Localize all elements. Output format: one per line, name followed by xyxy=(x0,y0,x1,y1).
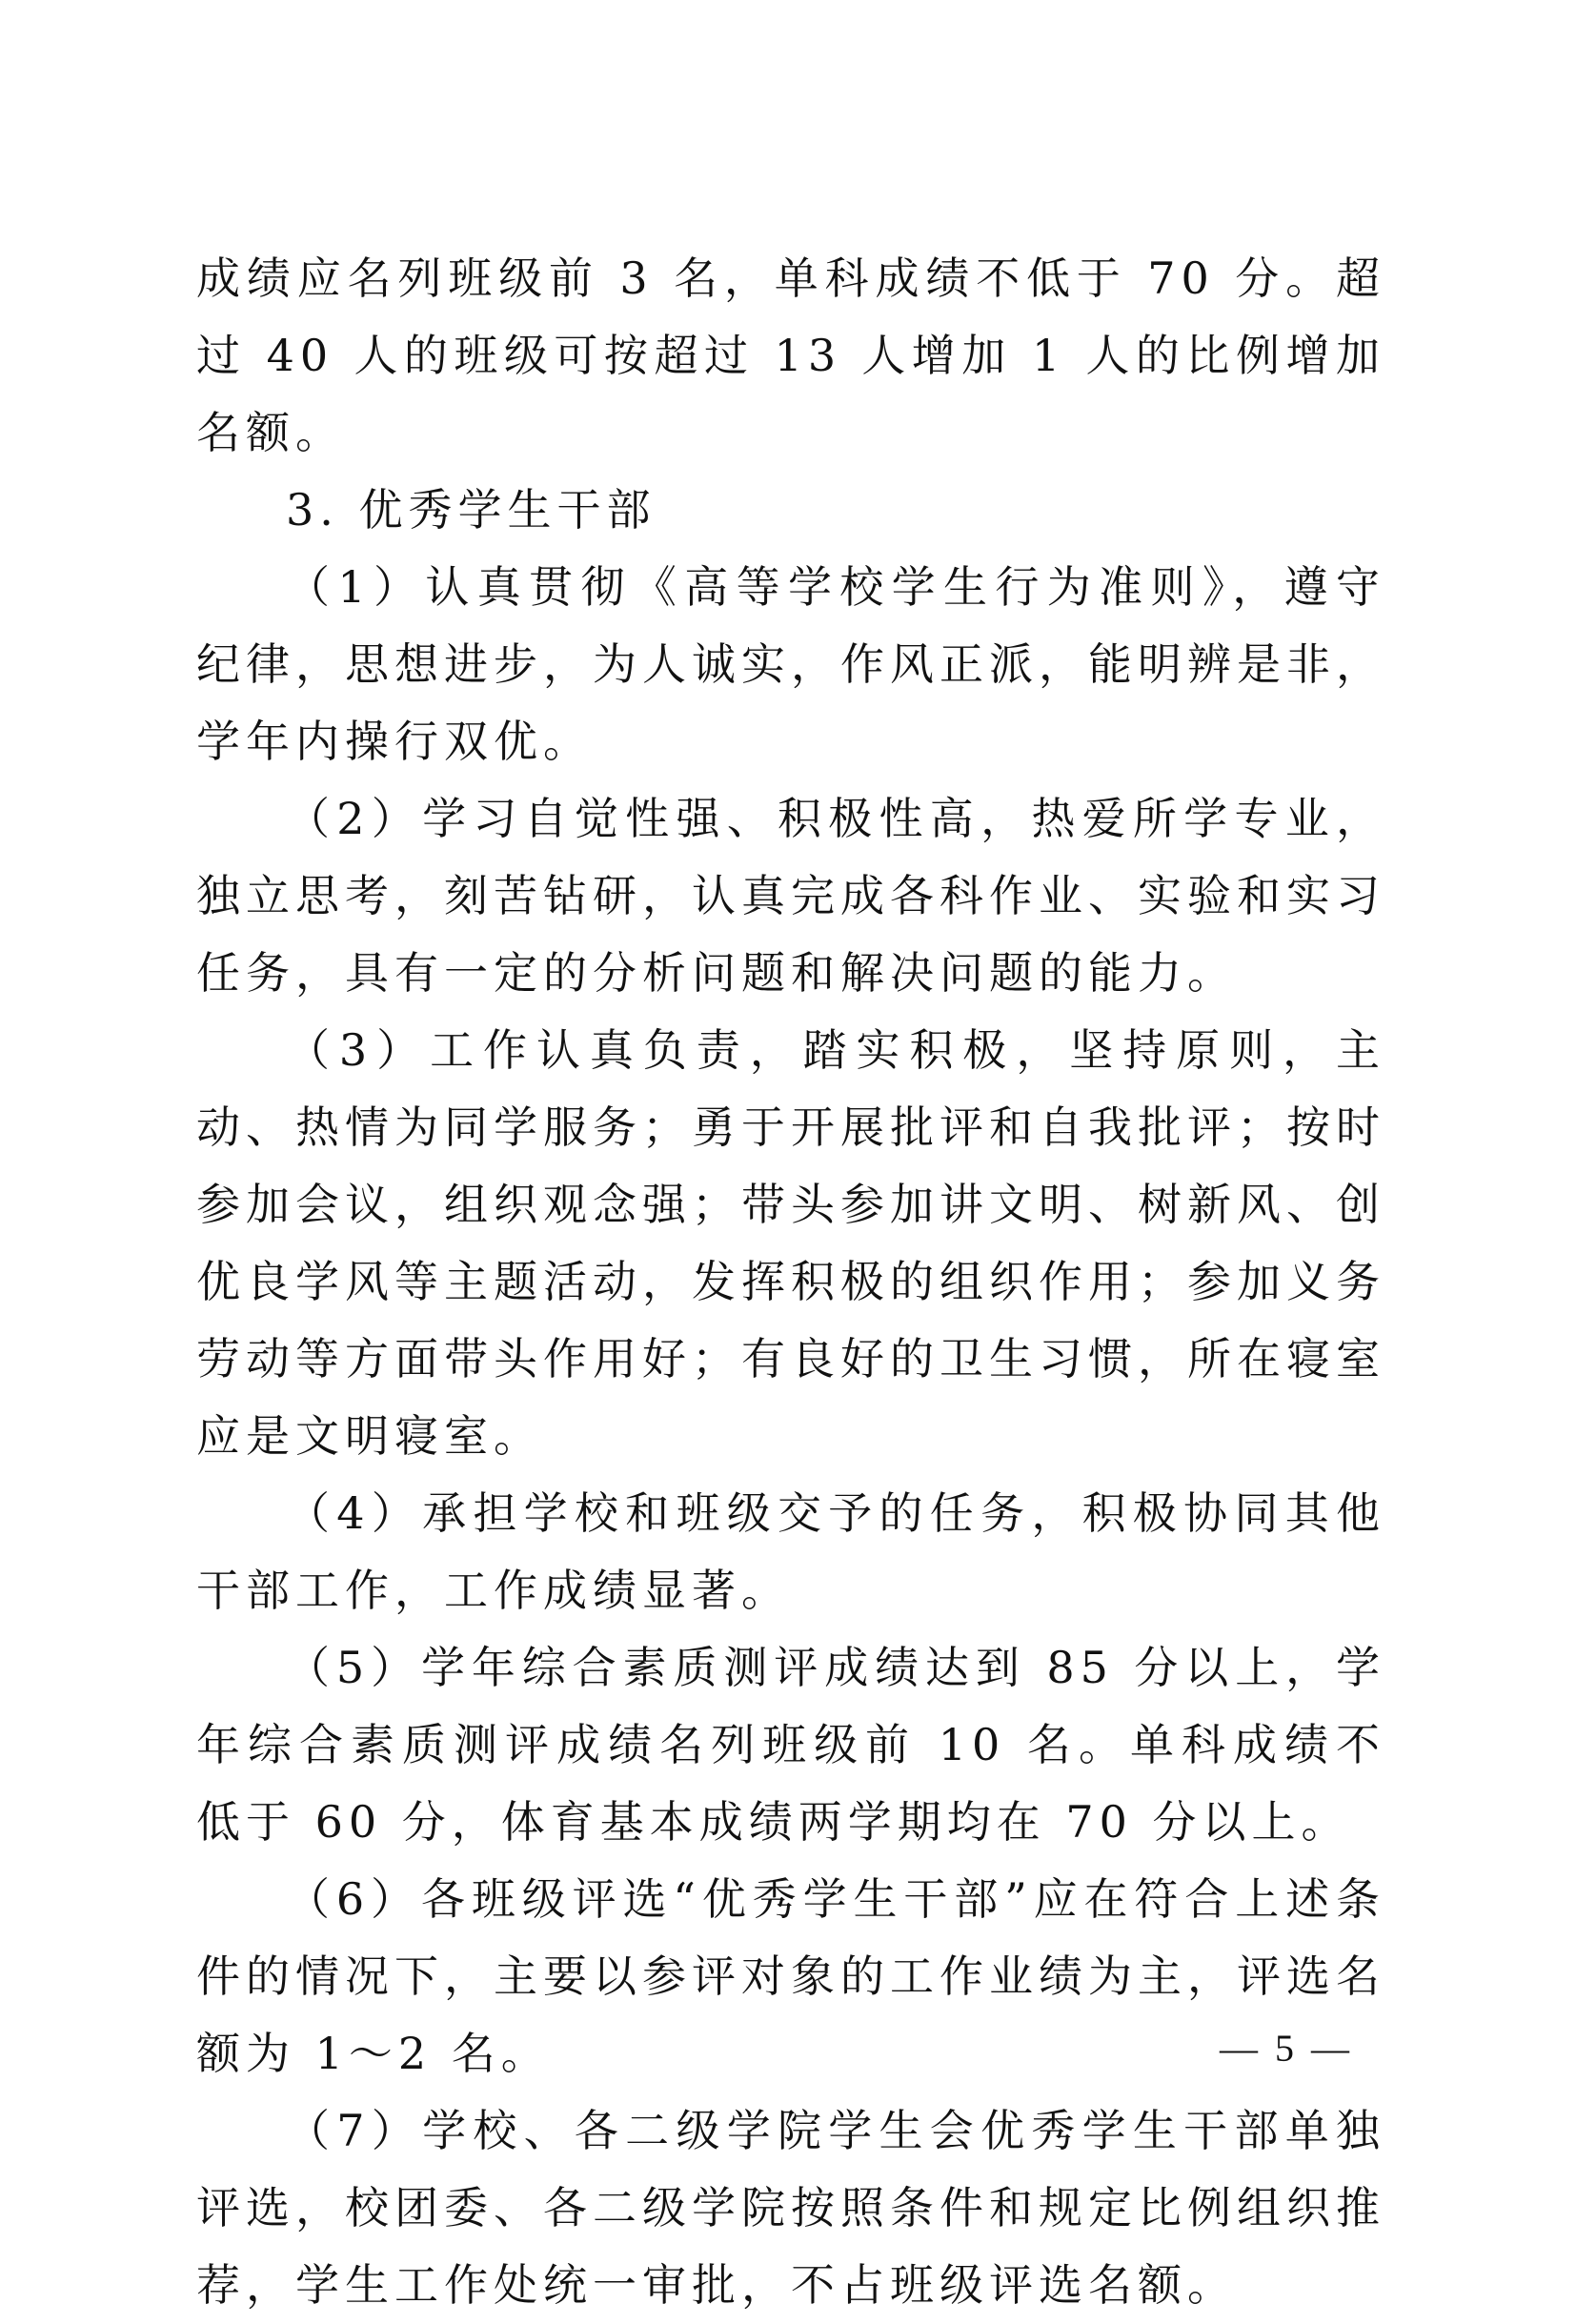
section-heading: 3. 优秀学生干部 xyxy=(286,484,657,536)
document-body xyxy=(196,240,1385,2324)
criterion-7: （7）学校、各二级学院学生会优秀学生干部单独评选，校团委、各二级学院按照条件和规定比例组织推荐，学生工作处统一审批，不占班级评选名额。 xyxy=(196,2105,1385,2311)
paragraph-continuation: 成绩应名列班级前 3 名，单科成绩不低于 70 分。超过 40 人的班级可按超过 13 人增加 1 人的比例增加名额。 xyxy=(196,253,1385,458)
criterion-4: （4）承担学校和班级交予的任务，积极协同其他干部工作，工作成绩显著。 xyxy=(196,1487,1385,1616)
criterion-3: （3）工作认真负责，踏实积极，坚持原则，主动、热情为同学服务；勇于开展批评和自我批评；按时参加会议，组织观念强；带头参加讲文明、树新风、创优良学风等主题活动，发挥积极的组织作用；参加义务劳动等方面带头作用好；有良好的卫生习惯，所在寝室应是文明寝室。 xyxy=(196,1024,1385,1462)
page-number: — 5 — xyxy=(1220,2027,1353,2070)
criterion-2: （2）学习自觉性强、积极性高，热爱所学专业，独立思考，刻苦钻研，认真完成各科作业、实验和实习任务，具有一定的分析问题和解决问题的能力。 xyxy=(196,793,1385,999)
criterion-6: （6）各班级评选“优秀学生干部”应在符合上述条件的情况下，主要以参评对象的工作业绩为主，评选名额为 1～2 名。 xyxy=(196,1873,1385,2079)
criterion-5: （5）学年综合素质测评成绩达到 85 分以上，学年综合素质测评成绩名列班级前 10 名。单科成绩不低于 60 分，体育基本成绩两学期均在 70 分以上。 xyxy=(196,1642,1385,1848)
criterion-1: （1）认真贯彻《高等学校学生行为准则》，遵守纪律，思想进步，为人诚实，作风正派，能明辨是非，学年内操行双优。 xyxy=(196,561,1385,767)
